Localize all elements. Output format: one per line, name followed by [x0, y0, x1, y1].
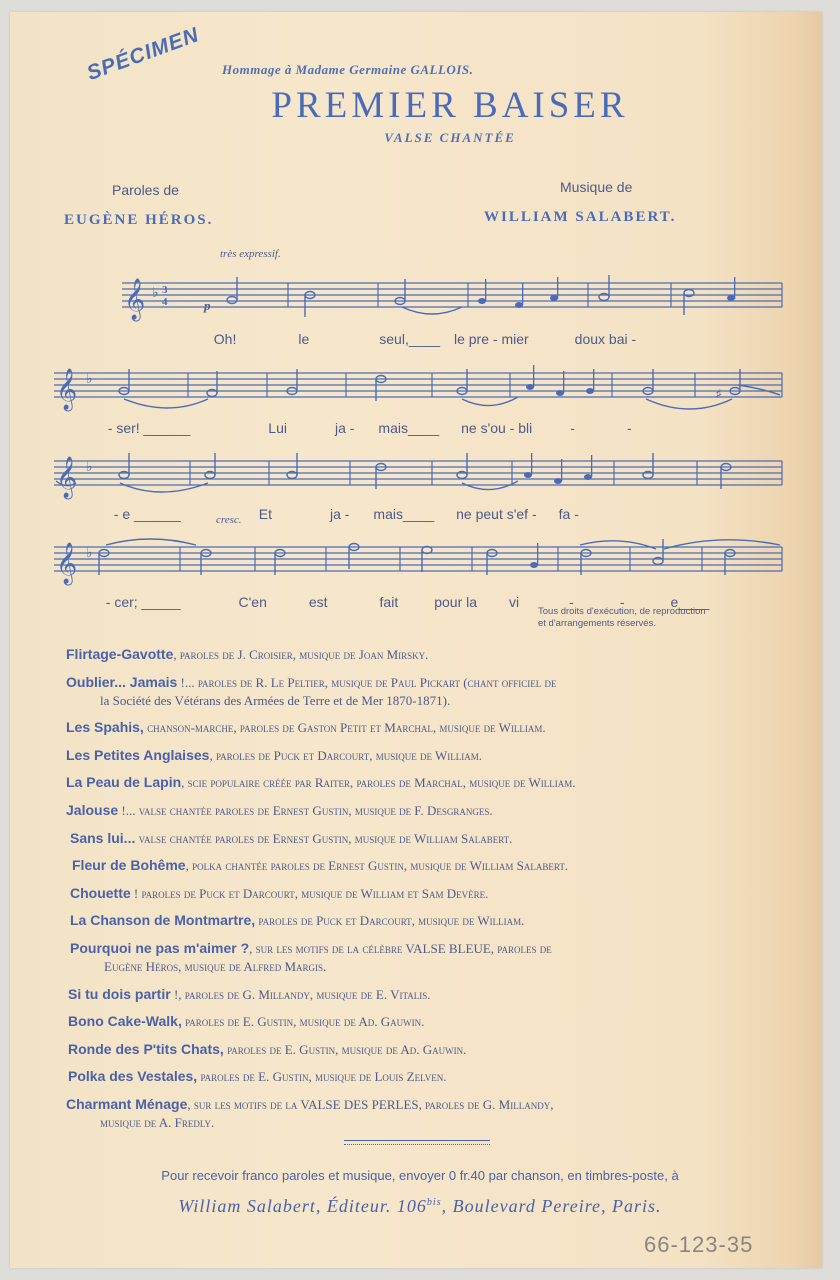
catalog-item [66, 1067, 778, 1086]
catalog-details: , scie populaire créée par Raiter, paroles de Marchal, musique de William. [181, 775, 576, 791]
catalog-details: paroles de Puck et Darcourt, musique de William. [255, 913, 525, 929]
catalog-title: Ronde des P'tits Chats, [68, 1040, 224, 1057]
catalog-details: , sur les motifs de la célèbre VALSE BLEUE, paroles de [249, 940, 552, 956]
catalog-item [66, 1012, 778, 1031]
catalog-details-cont: la Société des Vétérans des Armées de Terre et de Mer 1870-1871). [100, 692, 451, 708]
lyrics-label: Paroles de [112, 182, 179, 198]
lyrics-line-3 [106, 490, 579, 522]
catalog-item [66, 645, 778, 664]
catalog-title: Polka des Vestales, [68, 1068, 198, 1085]
lyric: e____ [670, 594, 710, 610]
lyric: - [619, 594, 625, 610]
catalog-item [66, 1040, 778, 1059]
catalog-details: , paroles de Puck et Darcourt, musique de William. [209, 747, 482, 763]
lyric: C'en [238, 594, 267, 610]
order-instructions: Pour recevoir franco paroles et musique, envoyer 0 fr.40 par chanson, en timbres-poste, à [161, 1168, 679, 1183]
lyric: doux bai - [574, 331, 637, 347]
catalog-title: Si tu dois partir [68, 985, 171, 1002]
svg-text:𝄞: 𝄞 [56, 457, 78, 497]
catalog-details: valse chantée paroles de Ernest Gustin, musique de William Salabert. [135, 830, 513, 846]
song-catalog [66, 645, 778, 1141]
catalog-details: !... paroles de R. Le Peltier, musique de Paul Pickart (chant officiel de [177, 674, 557, 690]
catalog-title: Flirtage-Gavotte [66, 646, 174, 662]
lyric: mais____ [373, 506, 435, 522]
catalog-title: Chouette [70, 884, 131, 901]
catalog-details: paroles de E. Gustin, musique de Louis Zelven. [197, 1069, 447, 1085]
svg-text:♭: ♭ [152, 286, 159, 301]
rights-line: et d'arrangements réservés. [538, 618, 656, 629]
catalog-details: , sur les motifs de la VALSE DES PERLES, paroles de G. Millandy, [187, 1096, 554, 1112]
catalog-item [66, 746, 778, 765]
lyric: - ser! ______ [107, 420, 191, 436]
expression-mark: très expressif. [220, 248, 281, 260]
lyric: pour la [434, 594, 478, 610]
catalog-title: La Peau de Lapin [66, 774, 182, 791]
lyric: seul,____ [379, 331, 440, 347]
svg-text:𝄞: 𝄞 [56, 543, 78, 583]
lyric: fait [379, 594, 399, 610]
lyric: le pre - mier [453, 331, 529, 347]
song-title [0, 84, 840, 127]
catalog-title: Charmant Ménage [66, 1095, 188, 1112]
lyricist-name: EUGÈNE HÉROS. [64, 212, 214, 228]
song-title-text: PREMIER BAISER [271, 85, 629, 126]
rights-line: Tous droits d'exécution, de reproduction [538, 606, 706, 617]
catalog-title: Bono Cake-Walk, [68, 1013, 182, 1030]
catalog-item [66, 985, 778, 1004]
ornamental-divider [344, 1140, 490, 1145]
catalog-details: chanson-marche, paroles de Gaston Petit et Marchal, musique de William. [143, 720, 546, 736]
catalog-item [66, 829, 778, 848]
lyrics-line-2 [100, 404, 632, 436]
catalog-item [66, 773, 778, 792]
lyric: - [570, 420, 575, 436]
lyric: fa - [558, 506, 579, 522]
svg-text:𝄞: 𝄞 [56, 369, 78, 409]
catalog-item [66, 856, 778, 875]
specimen-stamp: SPÉCIMEN [83, 23, 203, 86]
lyric: mais____ [378, 420, 440, 436]
lyric: Et [258, 506, 272, 522]
catalog-details: paroles de E. Gustin, musique de Ad. Gauwin. [181, 1014, 425, 1030]
catalog-title: Les Petites Anglaises [66, 746, 210, 763]
composer-name: WILLIAM SALABERT. [484, 209, 677, 225]
catalog-title: Sans lui... [70, 829, 136, 846]
catalog-details: , polka chantée paroles de Ernest Gustin, musique de William Salabert. [185, 858, 569, 874]
catalog-item [66, 911, 778, 930]
lyric: ne peut s'ef - [456, 506, 537, 522]
lyric: vi [509, 594, 520, 610]
catalog-title: La Chanson de Montmartre, [70, 912, 256, 929]
lyric: Lui [268, 420, 287, 436]
lyric: ne s'ou - bli [461, 420, 533, 436]
svg-text:♭: ♭ [86, 372, 93, 387]
catalog-item [66, 939, 778, 976]
catalog-details: ! paroles de Puck et Darcourt, musique de William et Sam Devère. [130, 885, 489, 901]
catalog-title: Fleur de Bohême [72, 857, 186, 874]
publisher-address: , Boulevard Pereire, Paris. [441, 1196, 662, 1216]
catalog-title: Pourquoi ne pas m'aimer ? [70, 939, 250, 956]
lyric: Oh! [213, 331, 237, 347]
crescendo-mark: cresc. [216, 514, 242, 526]
catalog-details: !, paroles de G. Millandy, musique de E. Vitalis. [170, 986, 431, 1002]
dedication: Hommage à Madame Germaine GALLOIS. [222, 62, 474, 77]
svg-text:♭: ♭ [86, 460, 93, 475]
catalog-number: 66-123-35 [644, 1232, 754, 1257]
catalog-title: Oublier... Jamais [66, 673, 178, 690]
catalog-details: , paroles de J. Croisier, musique de Joan Mirsky. [173, 647, 429, 662]
svg-text:𝄞: 𝄞 [124, 279, 146, 319]
song-subtitle: VALSE CHANTÉE [384, 130, 516, 145]
svg-text:♭: ♭ [86, 546, 93, 561]
svg-text:♯: ♯ [716, 388, 722, 400]
lyric: - cer; _____ [105, 594, 181, 610]
music-label: Musique de [560, 179, 633, 195]
publisher-line [0, 1196, 840, 1217]
catalog-item [66, 673, 778, 710]
svg-text:3: 3 [162, 284, 168, 296]
dynamic-piano: p [204, 298, 211, 313]
catalog-item [66, 801, 778, 820]
catalog-item [66, 884, 778, 903]
lyric: - [569, 594, 574, 610]
catalog-title: Jalouse [66, 801, 119, 818]
catalog-item [66, 1095, 778, 1132]
catalog-details: !... valse chantée paroles de Ernest Gustin, musique de F. Desgranges. [118, 802, 493, 818]
lyric: - e ______ [113, 506, 181, 522]
lyric: ja - [329, 506, 350, 522]
rights-notice [538, 606, 706, 630]
lyric: est [308, 594, 328, 610]
lyrics-line-1 [206, 315, 636, 347]
catalog-details-cont: musique de A. Fredly. [100, 1114, 215, 1130]
catalog-details-cont: Eugène Héros, musique de Alfred Margis. [104, 958, 327, 974]
catalog-details: paroles de E. Gustin, musique de Ad. Gauwin. [223, 1041, 467, 1057]
lyric: - [626, 420, 632, 436]
svg-text:4: 4 [162, 296, 168, 308]
publisher-name: William Salabert, Éditeur. 106 [178, 1196, 427, 1216]
lyric: ja - [334, 420, 355, 436]
catalog-title: Les Spahis, [66, 719, 144, 736]
lyric: le [298, 331, 310, 347]
catalog-item [66, 718, 778, 737]
publisher-sup: bis [426, 1197, 442, 1208]
